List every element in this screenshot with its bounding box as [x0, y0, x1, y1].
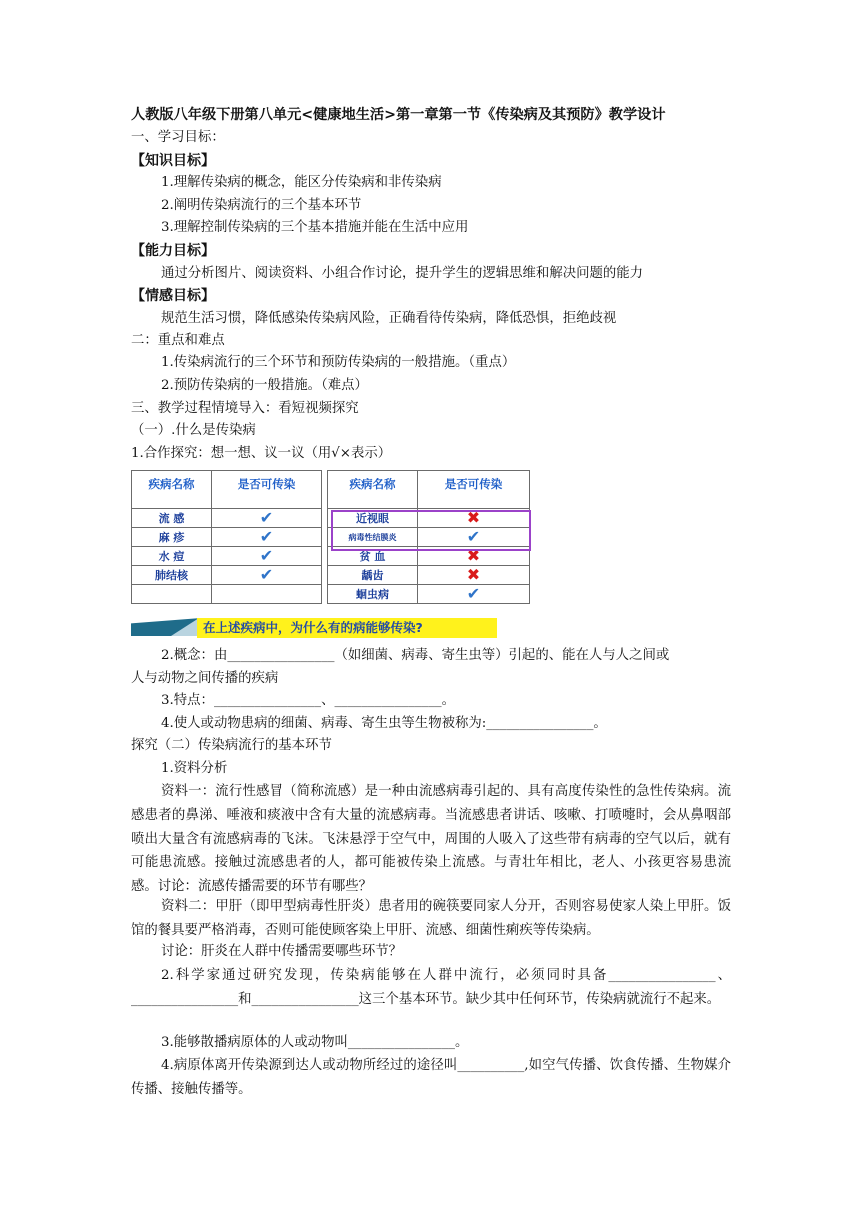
header-contagious: 是否可传染: [212, 471, 322, 509]
disease-name: 蛔虫病: [328, 585, 418, 604]
infection-source-text: 3.能够散播病原体的人或动物叫________________。: [161, 1035, 469, 1050]
document-title: 人教版八年级下册第八单元<健康地生活>第一章第一节《传染病及其预防》教学设计: [131, 107, 666, 123]
material-1: 资料一：流行性感冒（简称流感）是一种由流感病毒引起的、具有高度传染性的急性传染病。流感患者的鼻涕、唾液和痰液中含有大量的流感病毒。当流感患者讲话、咳嗽、打喷嚏时，会从鼻咽部喷出大量含有流感病毒的飞沫。飞沫悬浮于空气中，周围的人吸入了这些带有病毒的空气以后，就有可能患流感。接触过流感患者的人，都可能被传染上流感。与青壮年相比，老人、小孩更容易患流感。讨论：流感传播需要的环节有哪些？: [131, 784, 731, 895]
header-disease-name: 疾病名称: [328, 471, 418, 509]
section-objectives: 一、学习目标：: [131, 130, 225, 145]
check-icon: ✔: [466, 527, 481, 546]
highlight-box: [331, 510, 531, 551]
ability-text: 通过分析图片、阅读资料、小组合作讨论，提升学生的逻辑思维和解决问题的能力: [161, 266, 644, 281]
three-links-text: 2.科学家通过研究发现，传染病能够在人群中流行，必须同时具备________________、________________和________________这三个基本环节。缺少其中任何环节，传染病就流行不起来。: [131, 968, 731, 1007]
check-icon: ✔: [259, 546, 274, 565]
concept-line-1: 2.概念：由________________（如细菌、病毒、寄生虫等）引起的、能在人与人之间或: [161, 648, 670, 663]
concept-line-2: 人与动物之间传播的疾病: [131, 671, 279, 686]
table-row: [132, 585, 530, 604]
disease-name: 近视眼: [328, 509, 418, 528]
knowledge-item-1: 1.理解传染病的概念，能区分传染病和非传染病: [161, 175, 442, 190]
disease-name: 龋齿: [328, 566, 418, 585]
disease-name: 贫 血: [328, 547, 418, 566]
material-2: 资料二：甲肝（即甲型病毒性肝炎）患者用的碗筷要同家人分开，否则容易使家人染上甲肝。饭馆的餐具要严格消毒，否则可能使顾客染上甲肝、流感、细菌性痢疾等传染病。: [131, 899, 731, 938]
header-disease-name: 疾病名称: [132, 471, 212, 509]
discussion-2: 讨论：肝炎在人群中传播需要哪些环节？: [161, 944, 403, 959]
key-point-1: 1.传染病流行的三个环节和预防传染病的一般措施。（重点）: [161, 355, 516, 370]
check-icon: ✔: [466, 584, 481, 603]
knowledge-item-2: 2.阐明传染病流行的三个基本环节: [161, 198, 362, 213]
header-contagious: 是否可传染: [418, 471, 530, 509]
cross-icon: ✖: [466, 546, 481, 565]
ability-heading: 【能力目标】: [131, 243, 215, 259]
emotion-heading: 【情感目标】: [131, 288, 215, 304]
disease-name: 水 痘: [132, 547, 212, 566]
check-icon: ✔: [259, 565, 274, 584]
pathogen-line: 4.使人或动物患病的细菌、病毒、寄生虫等生物被称为:________________。: [161, 716, 607, 731]
disease-table-figure: [131, 470, 531, 640]
cooperative-inquiry: 1.合作探究：想一想、议一议（用√×表示）: [131, 446, 392, 461]
subsection-links: 探究（二）传染病流行的基本环节: [131, 738, 332, 753]
transmission-route-text: 4.病原体离开传染源到达人或动物所经过的途径叫__________,如空气传播、饮食传播、生物媒介传播、接触传播等。: [131, 1058, 731, 1097]
knowledge-heading: 【知识目标】: [131, 153, 215, 169]
subsection-what-is: （一）.什么是传染病: [131, 423, 256, 438]
check-icon: ✔: [259, 508, 274, 527]
disease-name: 流 感: [132, 509, 212, 528]
emotion-text: 规范生活习惯，降低感染传染病风险，正确看待传染病，降低恐惧，拒绝歧视: [161, 311, 617, 326]
disease-name: 肺结核: [132, 566, 212, 585]
disease-name: 病毒性结膜炎: [328, 528, 418, 547]
table-row: [132, 566, 530, 585]
question-banner: 在上述疾病中，为什么有的病能够传染?: [197, 618, 497, 638]
cross-icon: ✖: [466, 565, 481, 584]
features-line: 3.特点：________________、________________。: [161, 693, 455, 708]
disease-name: 麻 疹: [132, 528, 212, 547]
key-point-2: 2.预防传染病的一般措施。（难点）: [161, 378, 368, 393]
knowledge-item-3: 3.理解控制传染病的三个基本措施并能在生活中应用: [161, 220, 469, 235]
section-key-points: 二：重点和难点: [131, 333, 225, 348]
cross-icon: ✖: [466, 508, 481, 527]
material-analysis: 1.资料分析: [161, 761, 228, 776]
check-icon: ✔: [259, 527, 274, 546]
section-process: 三、教学过程情境导入：看短视频探究: [131, 401, 359, 416]
disease-name: [132, 585, 212, 604]
